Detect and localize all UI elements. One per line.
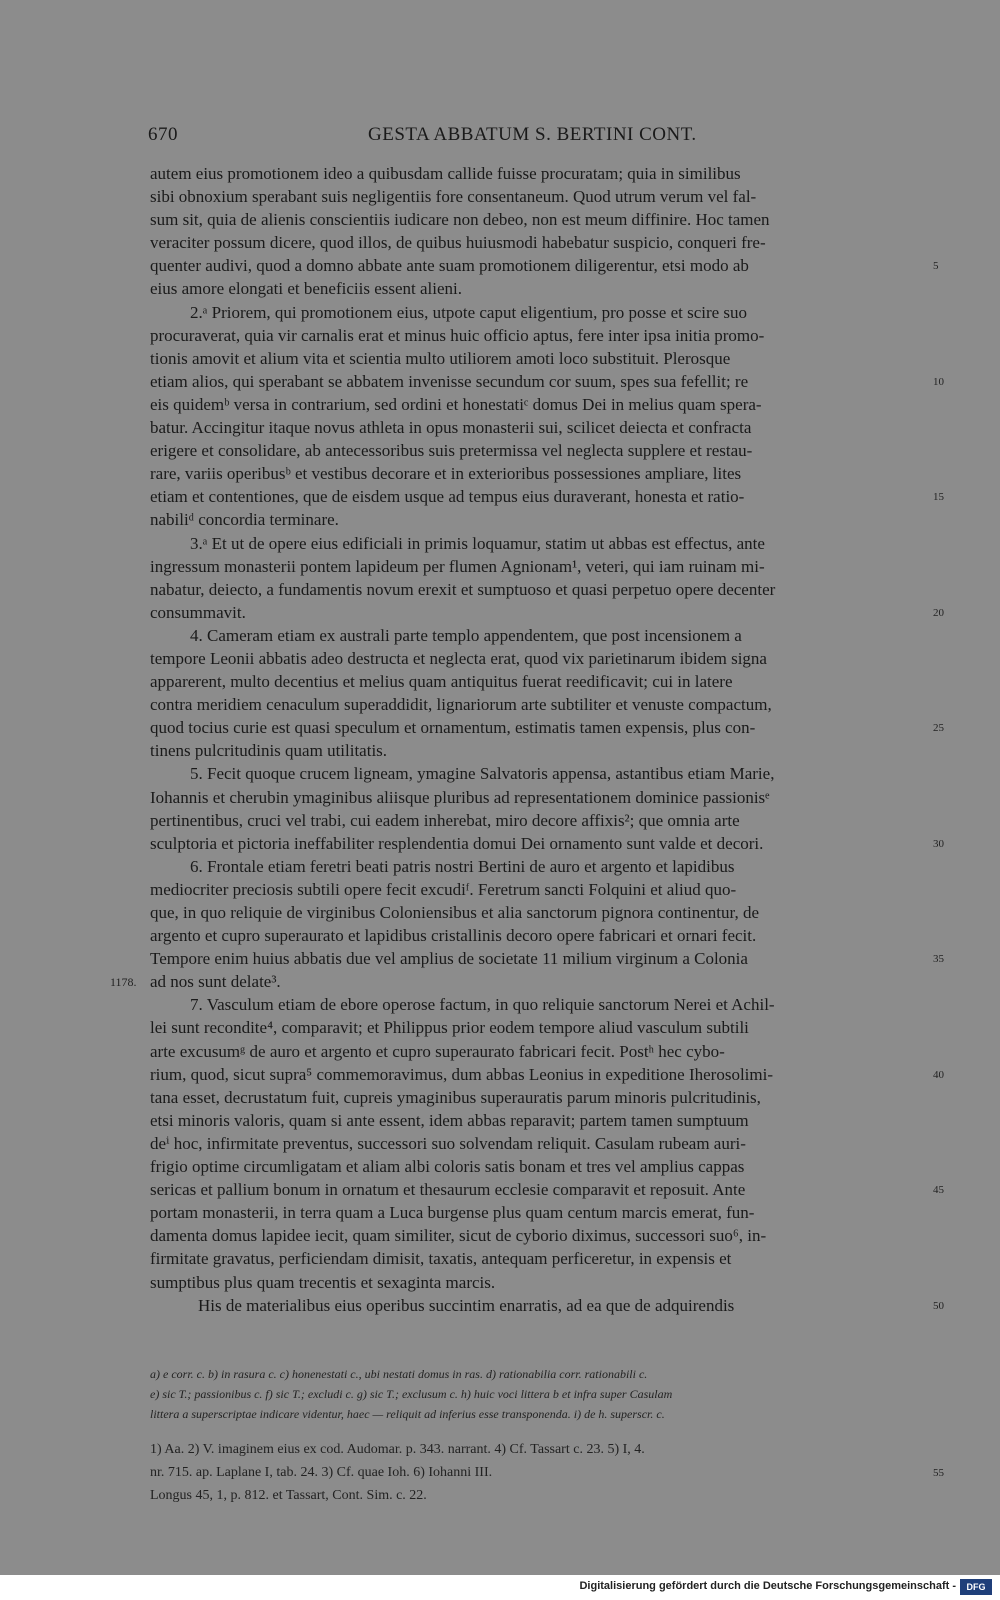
text-line [150,1040,930,1063]
line-number: 55 [933,1467,944,1479]
source-notes [150,1438,944,1507]
line-text: sibi obnoxium sperabant suis negligentiis fore consentaneum. Quod utrum verum vel fal- [150,187,757,207]
line-text: 6. Frontale etiam feretri beati patris nostri Bertini de auro et argento et lapidibus [190,856,735,876]
line-text: erigere et consolidare, ab antecessoribus suis pretermissa vel neglecta supplere et restau- [150,441,753,461]
line-text: tana esset, decrustatum fuit, cupreis ymaginibus superauratis parum minoris pulcritudinis, [150,1087,761,1107]
source-note-text: 1) Aa. 2) V. imaginem eius ex cod. Audomar. p. 343. narrant. 4) Cf. Tassart c. 23. 5) I, 4. [150,1442,645,1457]
line-text: pertinentibus, cruci vel trabi, cui eadem inherebat, miro decore affixis²; que omnia arte [150,810,740,830]
text-line [150,716,944,739]
text-line [150,1109,930,1132]
line-text: etiam et contentiones, que de eisdem usque ad tempus eius duraverant, honesta et ratio- [150,487,745,507]
line-text: tempore Leonii abbatis adeo destructa et neglecta erat, quod vix parietinarum ibidem signa [150,648,767,668]
text-line [150,832,944,855]
line-text: eis quidemᵇ versa in contrarium, sed ordini et honestatiᶜ domus Dei in melius quam spera- [150,394,762,414]
text-line [150,162,930,185]
text-line [150,439,930,462]
text-line [150,1155,930,1178]
line-text: 4. Cameram etiam ex australi parte templo appendentem, que post incensionem a [190,625,742,645]
line-text: 3.ᵃ Et ut de opere eius edificiali in primis loquamur, statim ut abbas est effectus, ante [190,533,765,553]
funding-credit: Digitalisierung gefördert durch die Deutsche Forschungsgemeinschaft - [579,1580,956,1592]
text-line [150,370,944,393]
text-line [150,1086,930,1109]
line-number: 45 [933,1184,944,1197]
text-line [150,739,930,762]
line-number: 35 [933,953,944,966]
text-line [150,670,930,693]
line-number: 20 [933,606,944,619]
critical-note: e) sic T.; passionibus c. f) sic T.; excludi c. g) sic T.; exclusum c. h) huic voci littera b et infra super Casulam [150,1387,673,1401]
line-text: arte excusumᵍ de auro et argento et cupro superaurato fabricari fecit. Postʰ hec cybo- [150,1041,725,1061]
text-line [150,1063,944,1086]
text-line [150,601,944,624]
text-line [150,878,930,901]
text-line [150,208,930,231]
line-text: argento et cupro superaurato et lapidibus cristallinis decoro opere fabricari et ornari fecit. [150,926,757,946]
source-note [150,1484,930,1507]
line-text: rium, quod, sicut supra⁵ commemoravimus, dum abbas Leonius in expeditione Iherosolimi- [150,1064,774,1084]
line-number: 50 [933,1299,944,1312]
text-line [150,416,930,439]
text-line [150,947,944,970]
line-text: eius amore elongati et beneficiis essent alieni. [150,279,463,299]
text-line [150,578,930,601]
line-text: contra meridiem cenaculum superaddidit, lignariorum arte subtiliter et venuste compactum, [150,695,772,715]
line-text: nabatur, deiecto, a fundamentis novum erexit et sumptuoso et quasi perpetuo opere decenter [150,579,776,599]
text-line [150,254,939,277]
line-text: que, in quo reliquie de virginibus Coloniensibus et alia sanctorum pignora continentur, de [150,903,759,922]
line-text: ingressum monasterii pontem lapideum per flumen Agnionam¹, veteri, qui iam ruinam mi- [150,556,765,576]
text-line [110,970,930,993]
line-text: etsi minoris valoris, quam si ante essent, idem abbas reparavit; partem tamen sumptuum [150,1110,749,1130]
line-text: portam monasterii, in terra quam a Luca burgense plus quam centum marcis emerat, fun- [150,1203,755,1223]
line-text: Tempore enim huius abbatis due vel amplius de societate 11 milium virginum a Colonia [150,949,748,969]
line-text: rare, variis operibusᵇ et vestibus decorare et in exterioribus possessiones ampliare, lites [150,464,742,484]
line-text: veraciter possum dicere, quod illos, de quibus huiusmodi habebatur suspicio, conqueri fre- [150,233,766,253]
margin-year: 1178. [110,975,137,990]
text-line [150,1178,944,1201]
main-text [110,162,944,1317]
text-line [150,786,930,809]
text-line [150,462,930,485]
critical-note: a) e corr. c. b) in rasura c. c) honenestati c., ubi nestati domus in ras. d) rationabilia corr. rationabili c. [150,1367,648,1381]
text-line [150,624,930,647]
source-note-text: Longus 45, 1, p. 812. et Tassart, Cont. Sim. c. 22. [150,1488,427,1503]
text-line [150,485,944,508]
text-line [150,1294,944,1317]
text-line [150,901,930,924]
line-text: sum sit, quia de alienis conscientiis iudicare non debeo, non est meum diffinire. Hoc tamen [150,210,770,230]
text-line [150,809,930,832]
line-text: quod tocius curie est quasi speculum et ornamentum, estimatis tamen expensis, plus con- [150,718,756,738]
line-text: autem eius promotionem ideo a quibusdam callide fuisse procuratam; quia in similibus [150,164,741,183]
line-text: deⁱ hoc, infirmitate preventus, successori suo solvendam reliquit. Casulam rubeam auri- [150,1133,746,1153]
line-text: sumptibus plus quam trecentis et sexaginta marcis. [150,1272,496,1292]
text-line [150,301,930,324]
text-line [150,1224,930,1247]
text-line [150,647,930,670]
line-text: sericas et pallium bonum in ornatum et thesaurum ecclesie comparavit et reposuit. Ante [150,1180,746,1200]
text-line [150,693,930,716]
line-number: 25 [933,722,944,735]
text-line [150,1247,930,1270]
page-number: 670 [148,124,178,145]
running-head: GESTA ABBATUM S. BERTINI CONT. [368,124,697,145]
line-text: tionis amovit et alium vita et scientia multo utiliorem amoti loco substituit. Plerosque [150,348,731,368]
text-line [150,185,930,208]
line-text: frigio optime circumligatam et aliam albi coloris satis bonam et tres vel amplius cappas [150,1157,745,1177]
text-line [150,508,930,531]
line-text: 7. Vasculum etiam de ebore operose factum, in quo reliquie sanctorum Nerei et Achil- [190,995,775,1015]
critical-note: littera a superscriptae indicare videntur, haec — reliquit ad inferius esse transponenda. i) de h. superscr. c. [150,1407,665,1421]
line-text: 2.ᵃ Priorem, qui promotionem eius, utpote caput eligentium, pro posse et scire suo [190,302,748,322]
line-number: 10 [933,375,944,388]
line-number: 5 [933,260,939,273]
line-text: His de materialibus eius operibus succintim enarratis, ad ea que de adquirendis [198,1295,735,1315]
dfg-logo[interactable]: DFG [960,1579,992,1595]
text-line [150,555,930,578]
source-note-text: nr. 715. ap. Laplane I, tab. 24. 3) Cf. quae Ioh. 6) Iohanni III. [150,1465,493,1480]
text-line [150,231,930,254]
line-text: batur. Accingitur itaque novus athleta in opus monasterii sui, scilicet deiecta et confracta [150,418,752,438]
text-line [150,1201,930,1224]
line-text: lei sunt recondite⁴, comparavit; et Philippus prior eodem tempore aliud vasculum subtili [150,1018,749,1038]
line-number: 15 [933,491,944,504]
footer-bar [0,1575,1000,1600]
line-text: nabiliᵈ concordia terminare. [150,510,339,530]
critical-apparatus [150,1364,930,1424]
line-text: tinens pulcritudinis quam utilitatis. [150,741,388,761]
line-text: Iohannis et cherubin ymaginibus aliisque pluribus ad representationem dominice passionisᵉ [150,787,770,807]
text-line [150,1016,930,1039]
line-text: apparerent, multo decentius et melius quam antiquitus fuerat reedificavit; cui in latere [150,672,733,692]
text-line [150,762,930,785]
line-number: 30 [933,837,944,850]
source-note [150,1461,944,1484]
line-text: consummavit. [150,602,246,622]
line-text: damenta domus lapidee iecit, quam similiter, sicut de cyborio diximus, successori suo⁶, in- [150,1226,767,1246]
line-text: 5. Fecit quoque crucem ligneam, ymagine Salvatoris appensa, astantibus etiam Marie, [190,764,775,784]
line-text: sculptoria et pictoria ineffabiliter resplendentia domui Dei ornamento sunt valde et decori. [150,833,764,853]
text-line [150,1271,930,1294]
line-text: firmitate gravatus, perficiendam dimisit, taxatis, antequam perficeretur, in expensis et [150,1249,732,1269]
line-number: 40 [933,1068,944,1081]
text-line [150,324,930,347]
line-text: ad nos sunt delate³. [150,972,281,992]
page-header [148,124,928,148]
text-line [150,993,930,1016]
text-line [150,347,930,370]
line-text: quenter audivi, quod a domno abbate ante suam promotionem diligerentur, etsi modo ab [150,256,749,276]
text-line [150,924,930,947]
line-text: mediocriter preciosis subtili opere fecit excudiᶠ. Feretrum sancti Folquini et aliud quo- [150,879,737,899]
text-line [150,532,930,555]
line-text: etiam alios, qui sperabant se abbatem invenisse secundum cor suum, spes sua fefellit; re [150,371,749,391]
text-line [150,277,930,300]
source-note [150,1438,930,1461]
text-line [150,855,930,878]
text-line [150,393,930,416]
text-line [150,1132,930,1155]
line-text: procuraverat, quia vir carnalis erat et minus huic officio aptus, fere inter ipsa initia promo- [150,325,765,345]
